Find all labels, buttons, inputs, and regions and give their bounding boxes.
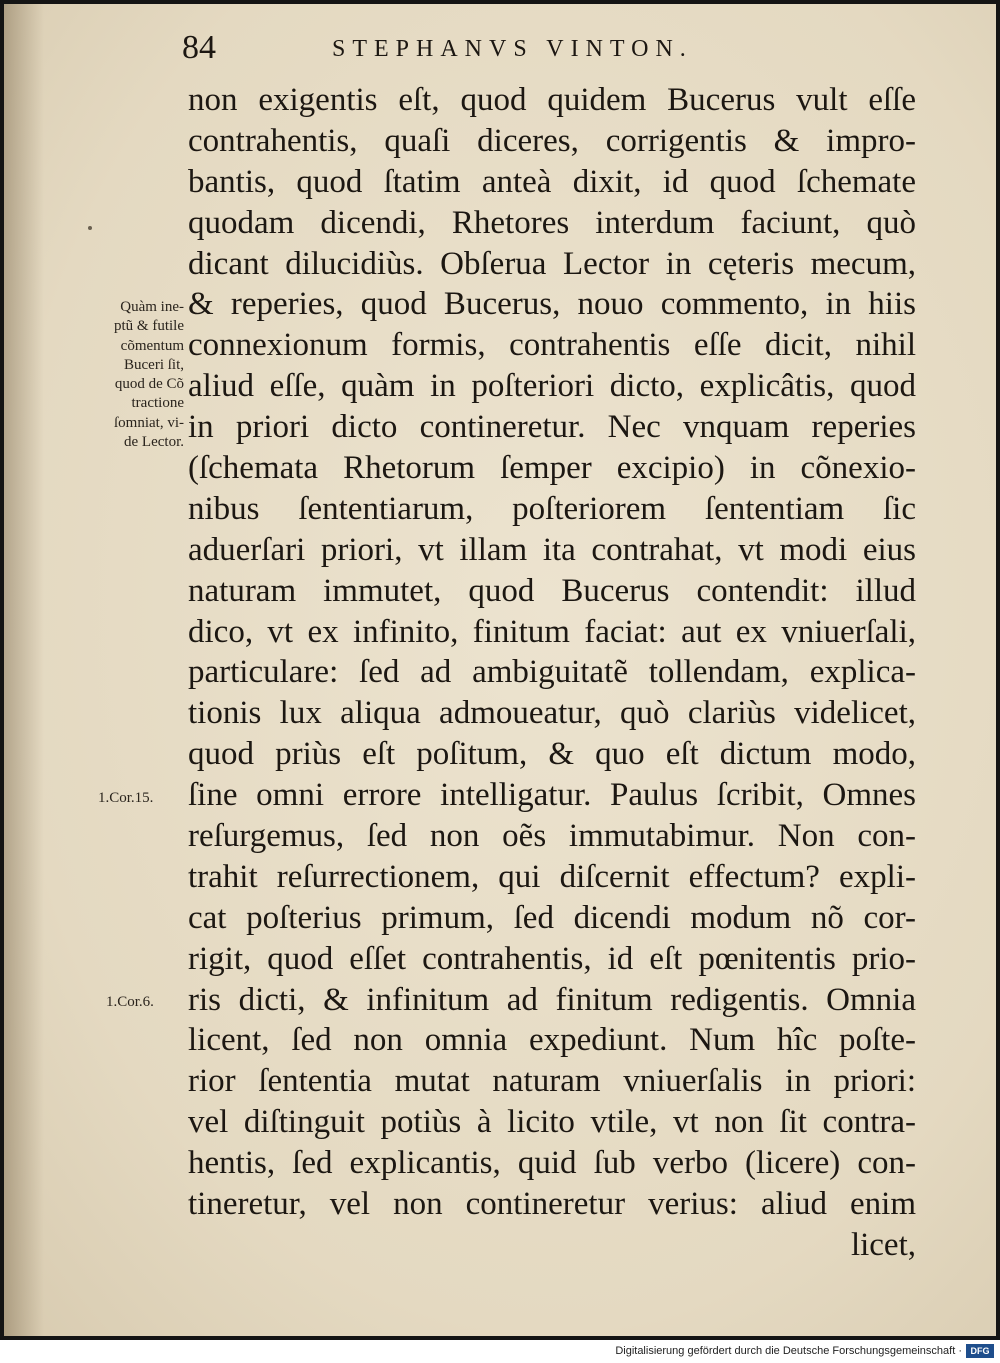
text-line: particulare: ſed ad ambiguitatẽ tollendam, explica- [188, 654, 916, 691]
text-line: (ſchemata Rhetorum ſemper excipio) in cõnexio- [188, 450, 916, 487]
margin-note-line: ptũ & futile [114, 318, 184, 335]
margin-reference-1cor6: 1.Cor.6. [106, 994, 154, 1010]
text-line: & reperies, quod Bucerus, nouo commento, in hiis [188, 286, 916, 323]
text-line: aduerſari priori, vt illam ita contrahat, vt modi eius [188, 531, 916, 568]
text-line: hentis, ſed explicantis, quid ſub verbo (licere) con- [188, 1145, 916, 1182]
margin-note-line: quod de Cõ [114, 376, 184, 393]
text-line: rigit, quod eſſet contrahentis, id eſt pœnitentis prio- [188, 940, 916, 977]
text-line: connexionum formis, contrahentis eſſe dicit, nihil [188, 327, 916, 364]
margin-note-line: ſomniat, vi- [114, 414, 184, 431]
margin-note-line: cõmentum [120, 337, 184, 354]
text-line: cat poſterius primum, ſed dicendi modum nõ cor- [188, 899, 916, 936]
footer-bar [0, 1340, 1000, 1363]
dfg-logo: DFG [966, 1344, 994, 1358]
text-line: ſine omni errore intelligatur. Paulus ſcribit, Omnes [188, 777, 916, 814]
margin-note-line: Quàm ine- [120, 299, 184, 315]
margin-note [66, 298, 184, 452]
text-line: bantis, quod ſtatim anteà dixit, id quod ſchemate [188, 163, 916, 200]
text-line: nibus ſententiarum, poſteriorem ſententiam ſic [188, 490, 916, 527]
text-line: tionis lux aliqua admoueatur, quò clariùs videlicet, [188, 695, 916, 732]
text-line: quod priùs eſt poſitum, & quo eſt dictum modo, [188, 736, 916, 773]
text-line: ris dicti, & infinitum ad finitum redigentis. Omnia [188, 981, 916, 1018]
text-line: reſurgemus, ſed non oẽs immutabimur. Non con- [188, 818, 916, 855]
text-line: in priori dicto contineretur. Nec vnquam reperies [188, 409, 916, 446]
text-line: aliud eſſe, quàm in poſteriori dicto, explicâtis, quod [188, 368, 916, 405]
page-number: 84 [182, 29, 216, 66]
text-line: naturam immutet, quod Bucerus contendit: illud [188, 572, 916, 609]
running-title: STEPHANVS VINTON. [332, 36, 693, 62]
text-line: dicant dilucidiùs. Obſerua Lector in cęteris mecum, [188, 245, 916, 282]
text-line: contrahentis, quaſi diceres, corrigentis & impro- [188, 122, 916, 159]
body-text [188, 80, 916, 1266]
gutter-shadow [4, 4, 44, 1336]
text-line: trahit reſurrectionem, qui diſcernit effectum? expli- [188, 858, 916, 895]
catchword: licet, [850, 1226, 916, 1263]
page-header [182, 28, 922, 68]
text-line: rior ſententia mutat naturam vniuerſalis in priori: [188, 1063, 916, 1100]
text-line: non exigentis eſt, quod quidem Bucerus vult eſſe [188, 82, 916, 118]
margin-note-line: Buceri ſit, [124, 356, 184, 373]
text-line: tineretur, vel non contineretur verius: aliud enim [188, 1186, 916, 1223]
text-line: dico, vt ex infinito, finitum faciat: aut ex vniuerſali, [188, 613, 916, 650]
text-line: vel diſtinguit potiùs à licito vtile, vt non ſit contra- [188, 1104, 916, 1141]
text-line: quodam dicendi, Rhetores interdum faciunt, quò [188, 204, 916, 241]
funding-notice: Digitalisierung gefördert durch die Deutsche Forschungsgemeinschaft · [615, 1345, 962, 1357]
margin-reference-1cor15: 1.Cor.15. [98, 790, 154, 806]
margin-note-line: tractione [131, 395, 184, 412]
margin-note-line: de Lector. [124, 434, 184, 451]
text-line: licent, ſed non omnia expediunt. Num hîc poſte- [188, 1022, 916, 1059]
ink-speck [88, 226, 92, 230]
